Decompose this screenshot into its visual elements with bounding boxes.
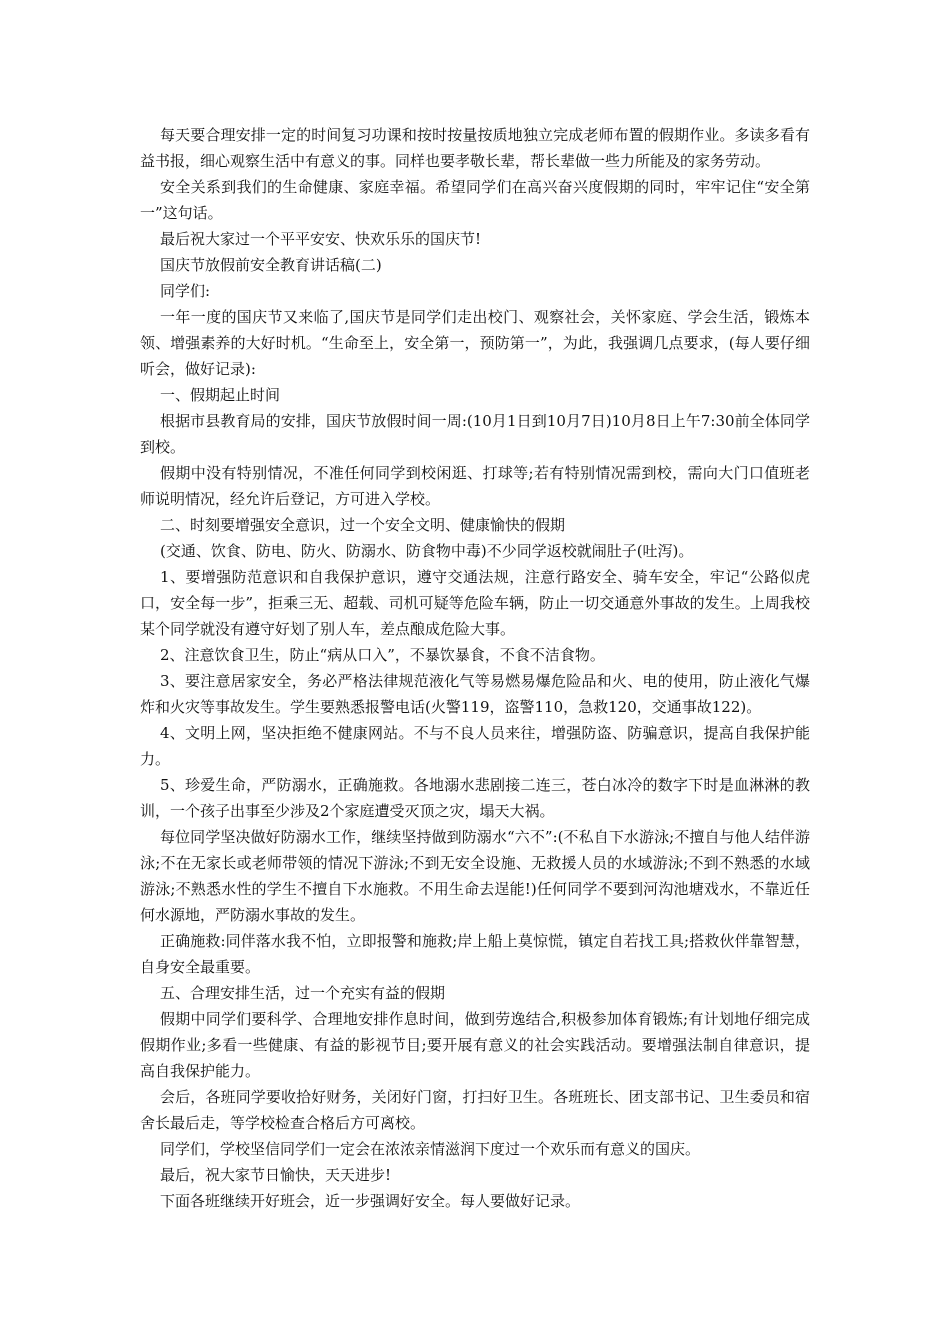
paragraph-food-safety: 2、注意饮食卫生，防止“病从口入”，不暴饮暴食，不食不洁食物。: [160, 646, 605, 664]
heading-holiday-dates: 一、假期起止时间: [160, 386, 281, 404]
paragraph-rescue: 正确施救:同伴落水我不怕，立即报警和施救;岸上船上莫惊慌，镇定自若找工具;搭救伙伴靠智慧，自身安全最重要。: [140, 932, 810, 976]
paragraph-final-wish: 最后，祝大家节日愉快，天天进步!: [160, 1166, 392, 1184]
paragraph-home-safety: 3、要注意居家安全，务必严格法律规范液化气等易燃易爆危险品和火、电的使用，防止液化气爆炸和火灾等事故发生。学生要熟悉报警电话(火警119，盗警110，急救120，交通事故122)。: [140, 672, 810, 716]
paragraph-internet-safety: 4、文明上网，坚决拒绝不健康网站。不与不良人员来往，增强防盗、防骗意识，提高自我保护能力。: [140, 724, 810, 768]
paragraph-homework: 每天要合理安排一定的时间复习功课和按时按量按质地独立完成老师布置的假期作业。多读多看有益书报，细心观察生活中有意义的事。同样也要孝敬长辈，帮长辈做一些力所能及的家务劳动。: [140, 126, 810, 170]
heading-safety-awareness: 二、时刻要增强安全意识，过一个安全文明、健康愉快的假期: [160, 516, 566, 534]
paragraph-belief: 同学们，学校坚信同学们一定会在浓浓亲情滋润下度过一个欢乐而有意义的国庆。: [160, 1140, 701, 1158]
heading-arrange-life: 五、合理安排生活，过一个充实有益的假期: [160, 984, 446, 1002]
paragraph-safety-family: 安全关系到我们的生命健康、家庭幸福。希望同学们在高兴奋兴度假期的同时，牢牢记住“安全第一”这句话。: [140, 178, 810, 222]
paragraph-traffic-safety: 1、要增强防范意识和自我保护意识，遵守交通法规，注意行路安全、骑车安全，牢记“公路似虎口，安全每一步”，拒乘三无、超载、司机可疑等危险车辆，防止一切交通意外事故的发生。上周我校某个同学就没有遵守好划了别人车，差点酿成危险大事。: [140, 568, 810, 638]
paragraph-intro: 一年一度的国庆节又来临了,国庆节是同学们走出校门、观察社会，关怀家庭、学会生活，锻炼本领、增强素养的大好时机。“生命至上，安全第一，预防第一”，为此，我强调几点要求，(每人要仔细听会，做好记录):: [140, 308, 810, 378]
paragraph-safety-categories: (交通、饮食、防电、防火、防溺水、防食物中毒)不少同学返校就闹肚子(吐泻)。: [160, 542, 694, 560]
section-title-speech-two: 国庆节放假前安全教育讲话稿(二): [160, 256, 382, 274]
paragraph-schedule-life: 假期中同学们要科学、合理地安排作息时间，做到劳逸结合,积极参加体育锻炼;有计划地仔细完成假期作业;多看一些健康、有益的影视节目;要开展有意义的社会实践活动。要增强法制自律意识，提高自我保护能力。: [140, 1010, 810, 1080]
paragraph-after-meeting: 会后，各班同学要收拾好财务，关闭好门窗，打扫好卫生。各班班长、团支部书记、卫生委员和宿舍长最后走，等学校检查合格后方可离校。: [140, 1088, 810, 1132]
paragraph-six-rules: 每位同学坚决做好防溺水工作，继续坚持做到防溺水“六不”:(不私自下水游泳;不擅自与他人结伴游泳;不在无家长或老师带领的情况下游泳;不到无安全设施、无救援人员的水域游泳;不到不熟悉的水域游泳;不熟悉水性的学生不擅自下水施救。不用生命去逞能!)任何同学不要到河沟池塘戏水，不靠近任何水源地，严防溺水事故的发生。: [140, 828, 810, 924]
paragraph-greeting: 同学们:: [160, 282, 211, 300]
paragraph-campus-rules: 假期中没有特别情况，不准任何同学到校闲逛、打球等;若有特别情况需到校，需向大门口值班老师说明情况，经允许后登记，方可进入学校。: [140, 464, 810, 508]
document-body: [140, 122, 810, 1214]
paragraph-class-meeting: 下面各班继续开好班会，近一步强调好安全。每人要做好记录。: [160, 1192, 581, 1210]
paragraph-holiday-schedule: 根据市县教育局的安排，国庆节放假时间一周:(10月1日到10月7日)10月8日上午7:30前全体同学到校。: [140, 412, 810, 456]
paragraph-holiday-wish: 最后祝大家过一个平平安安、快欢乐乐的国庆节!: [160, 230, 482, 248]
paragraph-drowning-prevention: 5、珍爱生命，严防溺水，正确施救。各地溺水悲剧接二连三，苍白冰冷的数字下时是血淋淋的教训，一个孩子出事至少涉及2个家庭遭受灭顶之灾，塌天大祸。: [140, 776, 810, 820]
